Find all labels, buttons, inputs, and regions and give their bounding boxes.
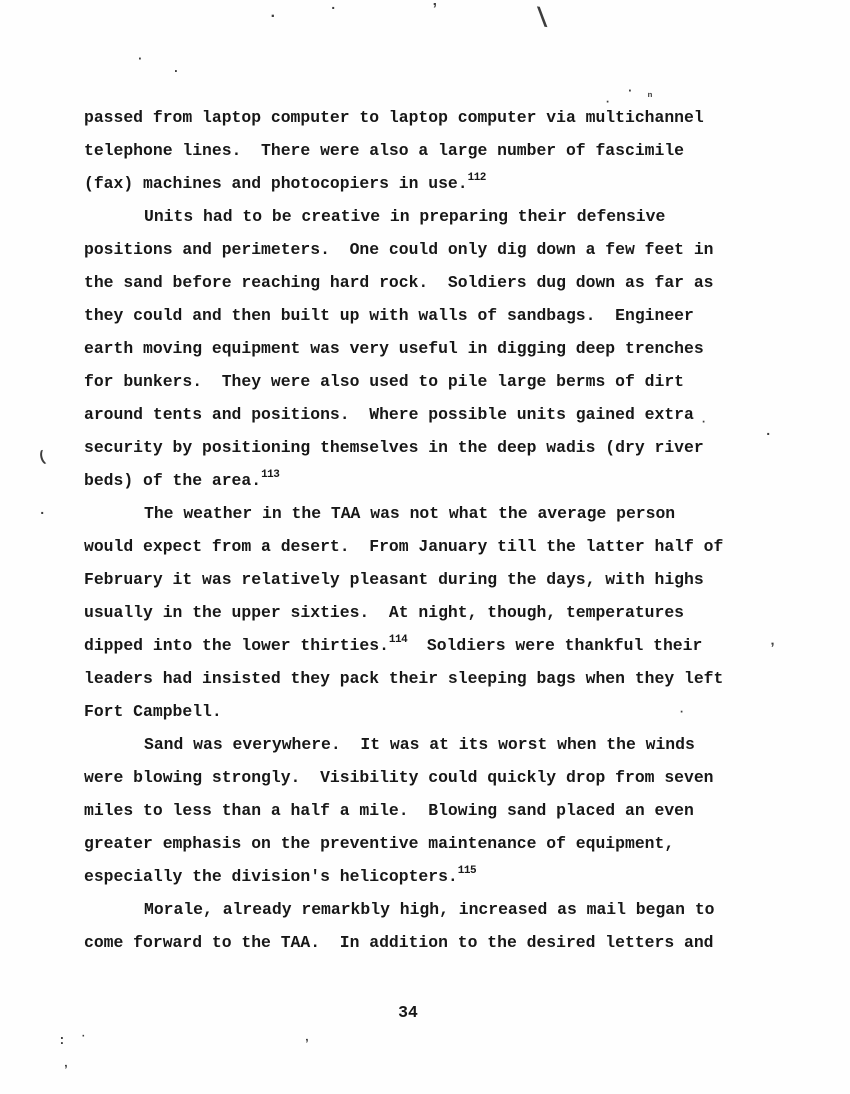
text-line: miles to less than a half a mile. Blowing sand placed an even [84,801,694,820]
scan-artifact: · [604,95,612,109]
scan-artifact: \ [531,3,552,35]
paragraph [84,200,764,497]
paragraph [84,101,764,200]
scan-artifact: · [80,1031,87,1043]
text-line: The weather in the TAA was not what the average person [144,504,676,523]
document-body [84,101,764,959]
text-line: Sand was everywhere. It was at its worst when the winds [144,735,695,754]
scan-artifact: · [700,415,708,429]
text-line: February it was relatively pleasant during the days, with highs [84,570,704,589]
text-line: earth moving equipment was very useful in digging deep trenches [84,339,704,358]
text-line: (fax) machines and photocopiers in use.$^{112}$ [84,172,486,193]
footnote-reference: 112 [467,172,486,184]
text-line: security by positioning themselves in the deep wadis (dry river [84,438,704,457]
text-line: Morale, already remarkbly high, increased as mail began to [144,900,715,919]
scan-artifact: ʼ [303,1037,311,1052]
scan-artifact: · [268,7,278,25]
text-line: Fort Campbell. [84,702,222,721]
text-line: especially the division's helicopters.$^{115}$ [84,865,477,886]
text-line: dipped into the lower thirties.$^{114}$ Soldiers were thankful their [84,634,703,655]
scan-artifact: : [58,1033,66,1048]
scan-artifact: ʼ [430,1,440,19]
scan-artifact: ʼ [62,1063,70,1078]
text-line: beds) of the area.$^{113}$ [84,469,280,490]
paragraph [84,728,764,893]
text-line: telephone lines. There were also a large number of fascimile [84,141,684,160]
scan-artifact: · [678,705,686,719]
page-number: 34 [398,1003,418,1022]
paragraph [84,497,764,728]
scan-artifact: ( [36,448,49,467]
paragraph [84,893,764,959]
text-line: positions and perimeters. One could only dig down a few feet in [84,240,714,259]
scan-artifact: ⁿ [646,89,654,104]
text-line: the sand before reaching hard rock. Soldiers dug down as far as [84,273,714,292]
footnote-reference: 113 [261,469,280,481]
text-line: come forward to the TAA. In addition to the desired letters and [84,933,714,952]
footnote-reference: 115 [457,865,477,877]
text-line: around tents and positions. Where possible units gained extra [84,405,694,424]
scan-artifact: . [38,503,47,519]
text-line: greater emphasis on the preventive maintenance of equipment, [84,834,675,853]
scan-artifact: · [136,51,144,66]
footnote-reference: 114 [388,634,408,646]
scan-artifact: . [172,61,180,76]
scan-artifact: · [764,427,773,443]
text-line: were blowing strongly. Visibility could quickly drop from seven [84,768,714,787]
scan-artifact: · [329,1,338,17]
text-line: for bunkers. They were also used to pile large berms of dirt [84,372,684,391]
scan-artifact: · [626,83,634,98]
text-line: they could and then built up with walls of sandbags. Engineer [84,306,694,325]
scan-artifact: ʼ [768,641,778,658]
text-line: passed from laptop computer to laptop computer via multichannel [84,108,704,127]
text-line: Units had to be creative in preparing their defensive [144,207,666,226]
text-line: leaders had insisted they pack their sleeping bags when they left [84,669,724,688]
text-line: would expect from a desert. From January till the latter half of [84,537,724,556]
text-line: usually in the upper sixties. At night, though, temperatures [84,603,684,622]
